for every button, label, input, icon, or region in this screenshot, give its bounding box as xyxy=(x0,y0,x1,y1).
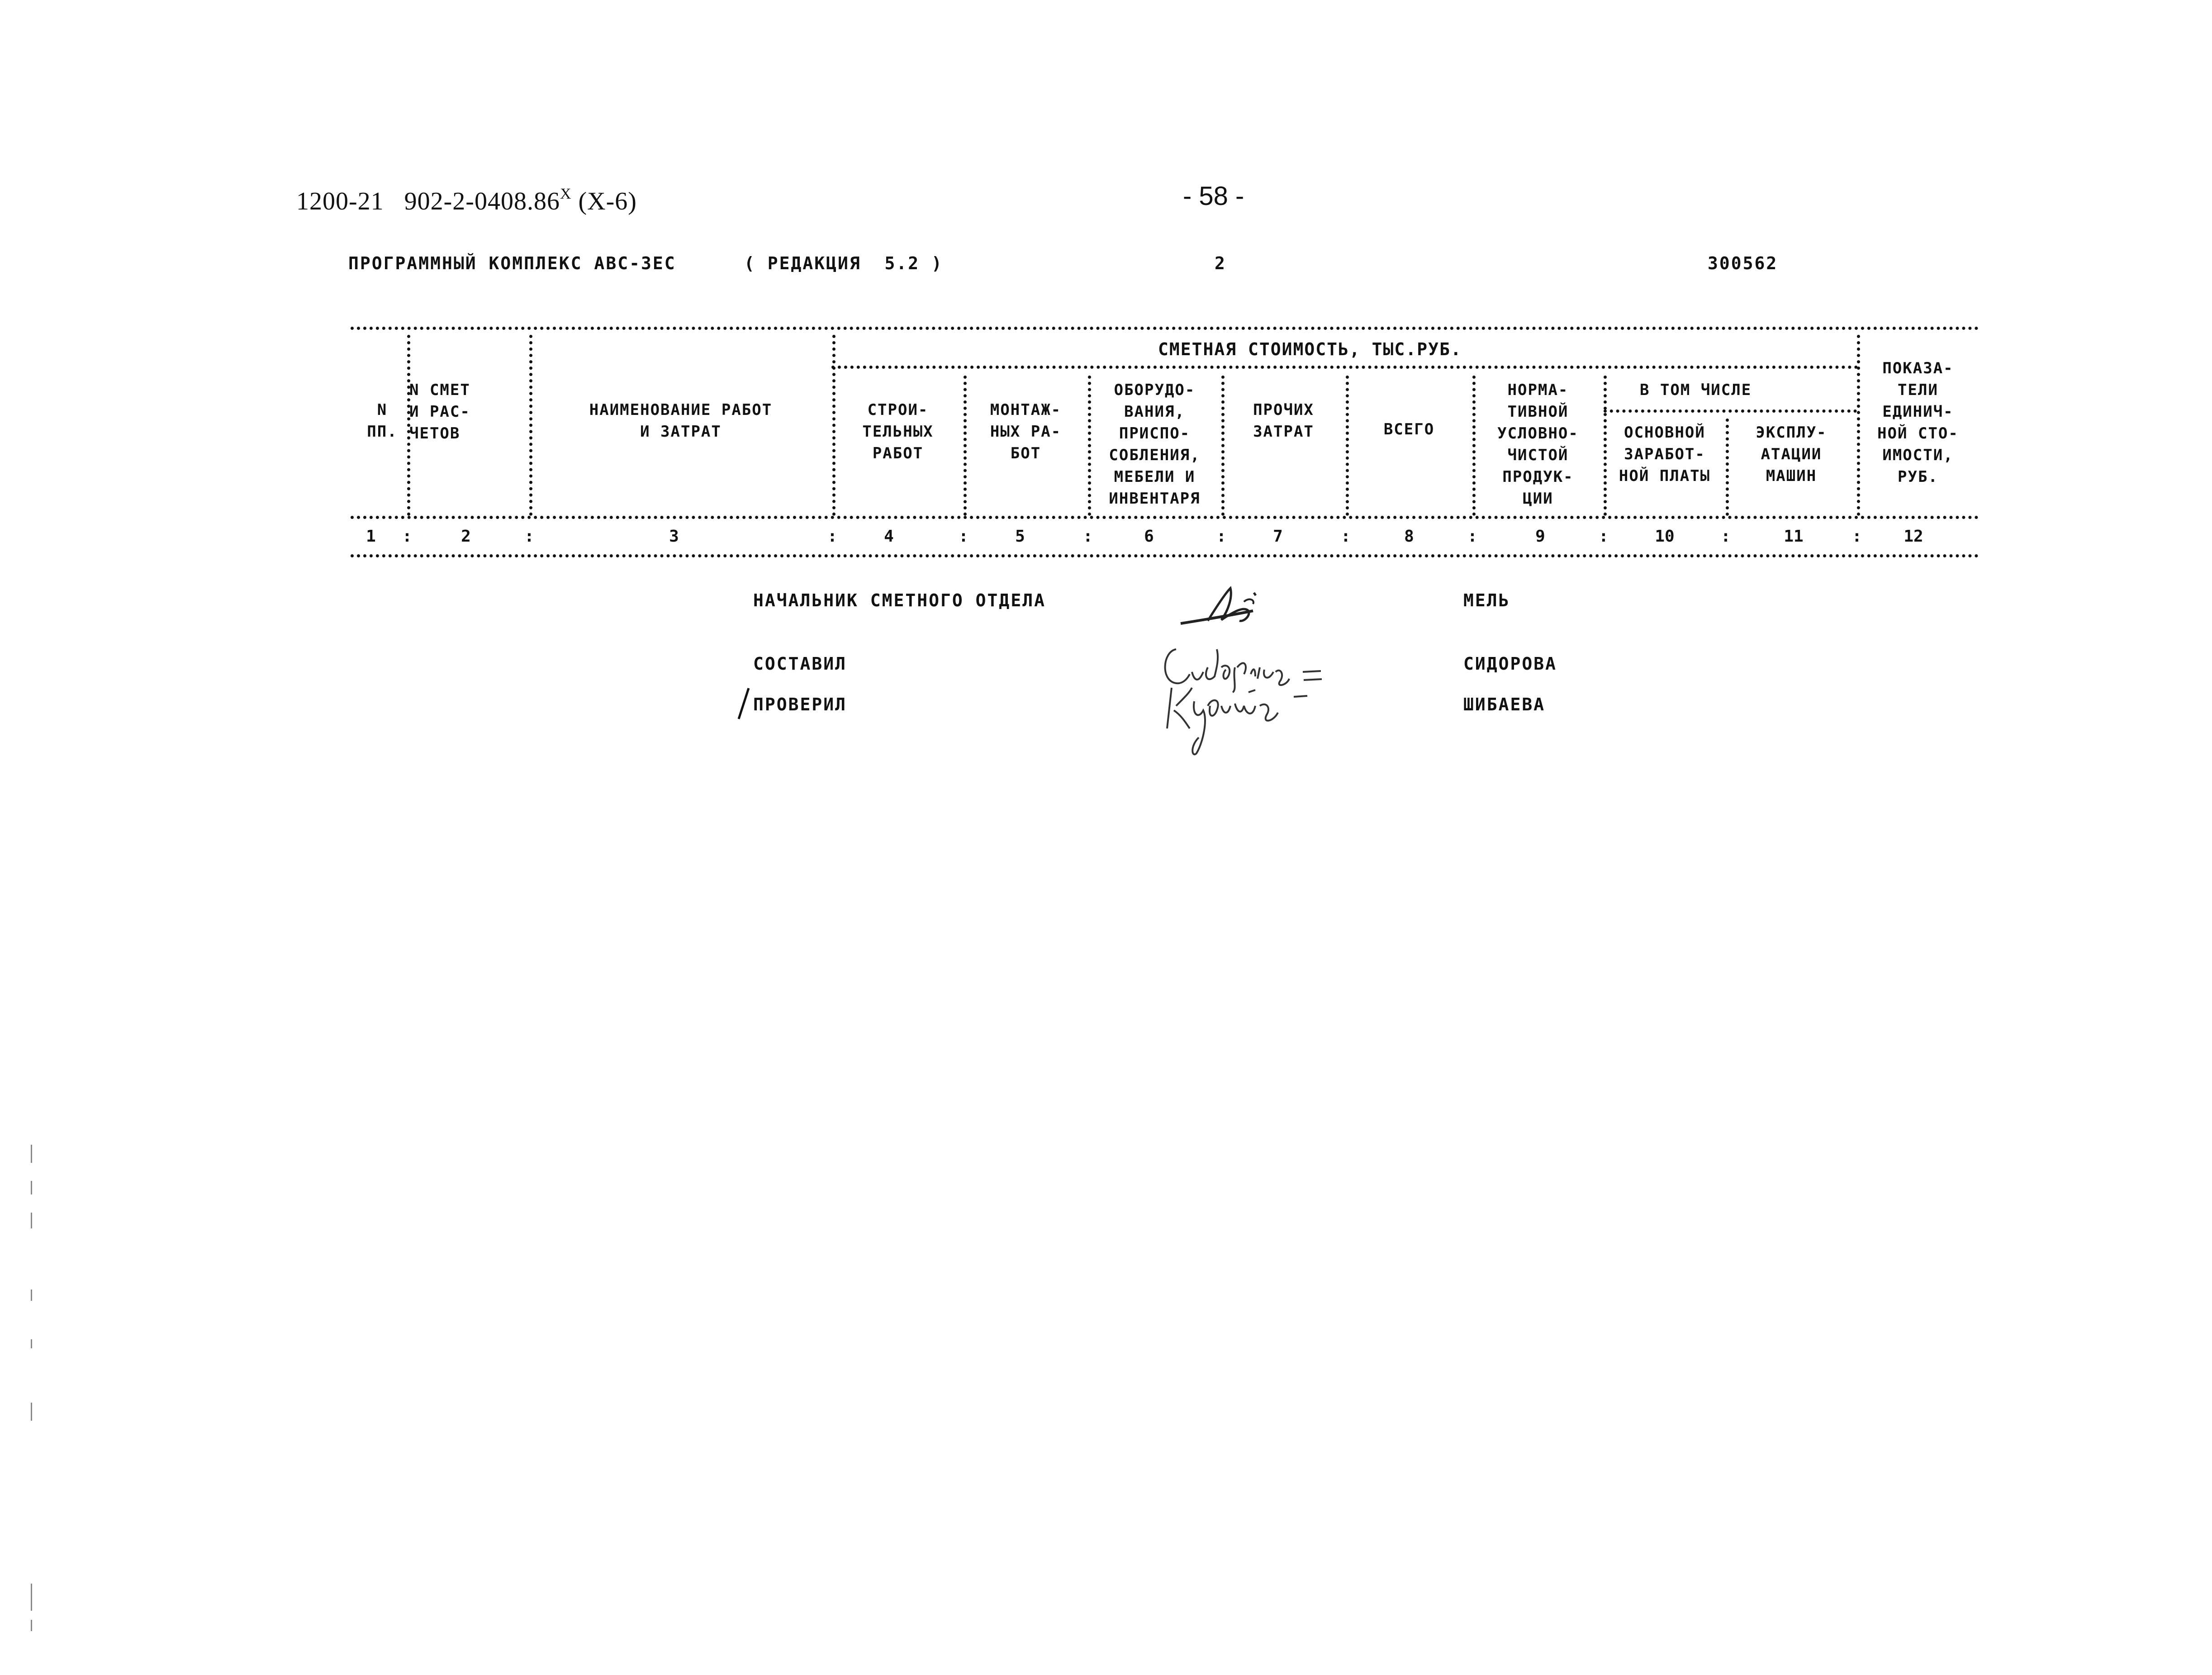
program-edition: ( РЕДАКЦИЯ 5.2 ) xyxy=(744,253,943,273)
margin-mark xyxy=(31,1181,32,1194)
row-separator: : xyxy=(1467,527,1477,546)
group-heading: СМЕТНАЯ СТОИМОСТЬ, ТЫС.РУБ. xyxy=(1158,339,1462,359)
subgroup-heading: В ТОМ ЧИСЛЕ xyxy=(1640,381,1752,399)
margin-mark xyxy=(31,1584,32,1611)
margin-mark xyxy=(31,1620,32,1631)
check-mark xyxy=(735,685,753,722)
chief-name: МЕЛЬ xyxy=(1463,590,1510,610)
project-suffix: (X-6) xyxy=(578,187,637,215)
column-number: 5 xyxy=(1015,527,1025,546)
row-separator: : xyxy=(1721,527,1731,546)
column-header-9: НОРМА- ТИВНОЙ УСЛОВНО- ЧИСТОЙ ПРОДУК- ЦИИ xyxy=(1497,381,1579,508)
row-separator: : xyxy=(524,527,534,546)
col-sep xyxy=(1346,376,1349,516)
margin-mark xyxy=(31,1145,32,1163)
column-number: 8 xyxy=(1404,527,1414,546)
row-separator: : xyxy=(959,527,968,546)
column-number: 3 xyxy=(669,527,679,546)
program-name: ПРОГРАММНЫЙ КОМПЛЕКС АВС-3ЕС xyxy=(348,253,676,273)
column-number: 2 xyxy=(461,527,471,546)
compiled-title: СОСТАВИЛ xyxy=(753,654,847,674)
column-header-6: ОБОРУДО- ВАНИЯ, ПРИСПО- СОБЛЕНИЯ, МЕБЕЛИ И ИНВЕНТАРЯ xyxy=(1109,381,1201,508)
row-separator: : xyxy=(1216,527,1226,546)
table-bottom-rule xyxy=(351,554,1979,557)
page-number: - 58 - xyxy=(1183,181,1244,211)
column-header-3: НАИМЕНОВАНИЕ РАБОТ И ЗАТРАТ xyxy=(589,401,773,441)
printout-code: 300562 xyxy=(1708,253,1778,273)
row-separator: : xyxy=(1599,527,1609,546)
chief-title: НАЧАЛЬНИК СМЕТНОГО ОТДЕЛА xyxy=(753,590,1046,610)
checker-signature xyxy=(1158,679,1348,758)
chief-signature xyxy=(1176,579,1276,638)
checked-name: ШИБАЕВА xyxy=(1463,695,1546,714)
margin-mark xyxy=(31,1403,32,1421)
margin-mark xyxy=(31,1290,32,1301)
column-number: 11 xyxy=(1784,527,1804,546)
row-separator: : xyxy=(402,527,412,546)
margin-mark xyxy=(31,1213,32,1228)
column-header-11: ЭКСПЛУ- АТАЦИИ МАШИН xyxy=(1756,424,1827,485)
column-header-2: N СМЕТ И РАС- ЧЕТОВ xyxy=(409,381,470,443)
header-bottom-rule xyxy=(351,516,1979,519)
group-rule xyxy=(831,366,1858,369)
column-header-5: МОНТАЖ- НЫХ РА- БОТ xyxy=(990,401,1062,462)
column-header-8: ВСЕГО xyxy=(1383,420,1435,438)
project-code: 902-2-0408.86 xyxy=(404,187,560,215)
margin-mark xyxy=(31,1339,32,1348)
table-top-rule xyxy=(351,327,1979,330)
sheet-number: 2 xyxy=(1215,253,1226,273)
project-mark: X xyxy=(560,186,572,202)
column-header-10: ОСНОВНОЙ ЗАРАБОТ- НОЙ ПЛАТЫ xyxy=(1619,424,1711,485)
compiled-name: СИДОРОВА xyxy=(1463,654,1557,674)
document-code-line xyxy=(296,186,637,216)
column-number: 10 xyxy=(1655,527,1675,546)
column-header-1: N ПП. xyxy=(367,401,398,441)
row-separator: : xyxy=(1341,527,1351,546)
column-header-7: ПРОЧИХ ЗАТРАТ xyxy=(1253,401,1314,441)
subgroup-rule xyxy=(1604,409,1857,413)
row-separator: : xyxy=(1083,527,1093,546)
column-number: 1 xyxy=(366,527,376,546)
column-number: 6 xyxy=(1144,527,1154,546)
column-header-4: СТРОИ- ТЕЛЬНЫХ РАБОТ xyxy=(862,401,934,462)
column-number: 9 xyxy=(1535,527,1545,546)
row-separator: : xyxy=(827,527,837,546)
column-number: 12 xyxy=(1903,527,1923,546)
row-separator: : xyxy=(1852,527,1862,546)
checked-title: ПРОВЕРИЛ xyxy=(753,695,847,714)
doc-code: 1200-21 xyxy=(296,187,384,215)
column-header-12: ПОКАЗА- ТЕЛИ ЕДИНИЧ- НОЙ СТО- ИМОСТИ, РУБ. xyxy=(1877,359,1959,486)
column-number: 4 xyxy=(884,527,894,546)
col-sep xyxy=(1221,376,1225,516)
column-number: 7 xyxy=(1273,527,1283,546)
